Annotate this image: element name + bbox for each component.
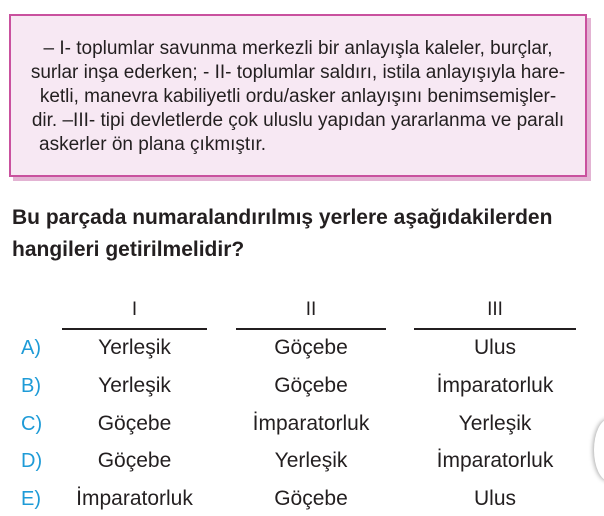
option-cell-iii: Ulus: [473, 487, 516, 510]
passage-line: – I- toplumlar savunma merkezli bir anlayışla kaleler, burçlar,: [43, 38, 553, 59]
option-cell-i: Göçebe: [97, 412, 172, 435]
answer-option-a[interactable]: [0, 331, 604, 365]
option-cell-i: Göçebe: [97, 449, 172, 472]
option-cell-iii: İmparatorluk: [436, 449, 554, 472]
passage-line: surlar inşa ederken; - II- toplumlar saldırı, istila anlayışıyla hare-: [30, 62, 566, 83]
column-rule: [236, 328, 386, 330]
answer-option-e[interactable]: [0, 482, 604, 516]
option-cell-iii: Yerleşik: [458, 412, 532, 435]
answer-option-b[interactable]: [0, 369, 604, 403]
passage-line: ketli, manevra kabiliyetli ordu/asker anlayışını benimsemişler-: [39, 86, 557, 107]
option-letter[interactable]: A): [21, 337, 41, 359]
passage-box: [9, 14, 587, 177]
question-line-2: hangileri getirilmelidir?: [12, 238, 245, 261]
option-cell-iii: İmparatorluk: [436, 374, 554, 397]
answer-option-c[interactable]: [0, 407, 604, 441]
column-header-i: I: [131, 299, 138, 320]
column-rule: [62, 328, 207, 330]
answer-option-d[interactable]: [0, 444, 604, 478]
option-cell-ii: Yerleşik: [274, 449, 348, 472]
option-cell-ii: İmparatorluk: [252, 412, 370, 435]
passage-line: askerler ön plana çıkmıştır.: [39, 134, 267, 155]
question-line-1: Bu parçada numaralandırılmış yerlere aşağıdakilerden: [12, 206, 553, 229]
option-letter[interactable]: B): [21, 375, 41, 397]
column-header-ii: II: [305, 299, 317, 320]
option-cell-i: İmparatorluk: [76, 487, 193, 510]
option-cell-i: Yerleşik: [98, 336, 171, 359]
option-letter[interactable]: E): [21, 488, 41, 510]
option-cell-iii: Ulus: [473, 336, 516, 359]
option-cell-ii: Göçebe: [274, 374, 348, 397]
column-rule: [414, 328, 576, 330]
option-cell-ii: Göçebe: [274, 336, 348, 359]
option-cell-i: Yerleşik: [98, 374, 171, 397]
column-header-iii: III: [487, 299, 503, 320]
option-letter[interactable]: D): [21, 450, 43, 472]
passage-line: dir. –III- tipi devletlerde çok uluslu yapıdan yararlanma ve paralı: [31, 110, 565, 131]
option-cell-ii: Göçebe: [274, 487, 348, 510]
option-letter[interactable]: C): [21, 413, 43, 435]
